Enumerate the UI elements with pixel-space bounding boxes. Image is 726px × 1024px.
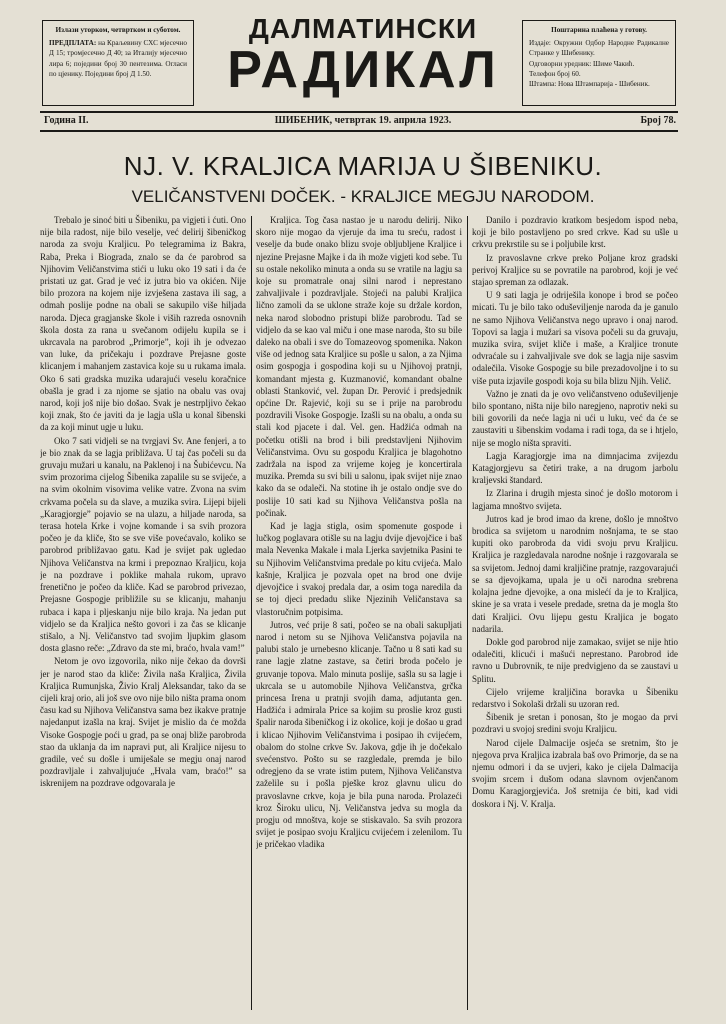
article-paragraph: Kad je lagja stigla, osim spomenute gospode i lučkog poglavara otišle su na lagju dvije djevojčice i baš mala Nevenka Makale i mala Ljerka savjetnika Pasini te su Njihovim Veličanstvima predale po kitu cvijeća. Malo kašnje, Kraljica je pozvala opet na brod one dvije djevojčice i svakoj predala dar, a osim toga naredila da se toj djeci predadu slike Njezinih Veličanstava sa vlastoručnim potpisima. (256, 521, 462, 617)
postage-note: Поштарина плаћена у готову. (551, 26, 647, 34)
subscription-text (49, 38, 187, 79)
article-paragraph: Dokle god parobrod nije zamakao, svijet se nije htio odalečiti, klicući i mašući neprestano. Parobrod ide ravno u Dubrovnik, te nije predvigjeno da se zaustavi u Splitu. (472, 636, 678, 684)
article-paragraph: Narod cijele Dalmacije osjeća se sretnim, što je njegova prva Kraljica izabrala baš ovo Primorje, da se na njemu odmori i da se uvjeri, kako je cijela Dalmacija svojim srcem i dušom odana slavnom ovjenčanom Domu Karagjorgjevića. Još sretnija će biti, kad vidi doskora i Nj. V. Kralja. (472, 737, 678, 809)
article-paragraph: Kraljica. Tog časa nastao je u narodu delirij. Niko skoro nije mogao da vjeruje da ima tu sreću, radost i veselje da bude onako blizu svoje obljubljene Kraljice i njezine Prejasne Majke i da ih može vigjeti kod sebe. Tu su ostale nekoliko minuta a onda su se vratile na lagju sa koje su promatrale onaj silni narod i neprestano zahvaljivale i pozdravljale. Stojeći na palubi Kraljica lično zamoli da se uklone straže koje su držale kordon, neka narod slobodno pristupi bliže parobrodu. Tad se vidjelo da se kao val miču i one mase naroda, što su bile daleko na obali i sve do Tomazeovog spomenika. Nakon više od jednog sata Kraljice su pošle u salon, a za Njima osim gospogja i gospodina koji su u Njihovoj pratnji, komandant mjesta g. Kuzmanović, komandant obalne oblasti Stanković, vel. župan Dr. Perović i predsjednik općine Dr. Rajević, koji su se i prije na parobrodu pozdravili Visoke Gospogje. Izašli su na obalu, a onda su stali kod pjacete i dal. Vel. gen. Hadžića odmah na početku otišli na brod i bili predstavljeni Njihovim Veličanstvima. Ovu su gospodu Kraljica je blagohotno zadržala na ispod za vrijeme kojeg je koncertirala muzika. Premda su svi bili u salonu, ipak svijet nije znao kako da se odaleči. Na stotine ih je ostalo ondje sve do poslije 10 sati kad su Njihova Veličanstva pošla na počinak. (256, 215, 462, 518)
editor-line: Одговорни уредник: Шиме Чакић. (529, 59, 635, 68)
article-paragraph: Šibenik je sretan i ponosan, što je mogao da prvi pozdravi u svojoj sredini svoju Kraljicu. (472, 712, 678, 735)
article-subheadline: VELIČANSTVENI DOČEK. - KRALJICE MEGJU NARODOM. (131, 187, 595, 206)
article-paragraph: Važno je znati da je ovo veličanstveno oduševiljenje bilo spontano, ništa nije bilo naregjeno, naprotiv neki su bili govorili da neće lagja ni ući u luku, već da će se zaustaviti u šibenskim vodama i radi toga, da se i htjelo, nije se moglo ništa spraviti. (472, 388, 678, 448)
article-paragraph: Jutros kad je brod imao da krene, došlo je mnoštvo brodica sa svijetom u narodnim nošnjama, te se stao kupiti oko parobroda da vidi svoju prvu Kraljicu. Kraljica je razgledavala narodne nošnje i razgovarala se sa svijetom. Jednoj dami kraljičine pratnje, razgovarajući se sa djevojkama, upala je u oči narodna srebrena kolajna jedne djevojke, a ona mislećí da je to Kraljica, skine je sa vrata i vesele predade, sretna da je mogla što dati Kraljici. Ovu lijepu gestu Kraljica je bogato nadarila. (472, 513, 678, 634)
article-paragraph: Oko 7 sati vidjeli se na tvrgjavi Sv. Ane fenjeri, a to je bio znak da se lagja približava. U taj čas počeli su da gruvaju mužari u kanalu, na Paklenoj i na Šubićevcu. Na svim prozorima cijelog Šibenika zapalile su se svijeće, a na svim okolnim visovima velike vatre. Zvona na svim crkvama počela su da slave, a muzika svira. Lijepi bijeli „Karagjorgje” pojavio se na ulazu, a hiljade naroda, sa terasa hotela Krke i vojne komande i sa svih prozora počeo je da kliče, što se sve više povećavalo, koliko se parobrod približavao gatu. Kad je svijet pak ugledao Njihova Veličanstva na krmi i prepoznao Kraljicu, koja je na pozdrave i poklike mahala rukom, upravo frenetično je počeo da kliče. Kad se parobrod privezao, Prejasne Gospogje približile su se klicanju, mahanju rubaca i kapa i pljeskanju nije bilo kraja. Na jedan put vidjelo se da Kraljica nešto govori i za čas se klicanje stišalo, a Nj. Veličanstvo tad svojim ljupkim glasom dosta glasno reče: „Zdravo da ste mi, braćo, hvala vam!” (40, 435, 246, 654)
article-column-1 (40, 214, 246, 1012)
article-paragraph: Cijelo vrijeme kraljičina boravka u Šibeniku redarstvo i Sokolaši držali su uzoran red. (472, 686, 678, 709)
place-date: ШИБЕНИК, четвртак 19. априла 1923. (274, 115, 452, 126)
publication-schedule: Излази уторком, четвртком и суботом. (55, 26, 181, 34)
article-headline: NJ. V. KRALJICA MARIJA U ŠIBENIKU. (123, 151, 603, 181)
masthead-title-top: ДАЛМАТИНСКИ (248, 13, 478, 44)
publisher-box (522, 20, 676, 106)
column-divider-2 (467, 216, 468, 1010)
masthead-title-main: РАДИКАЛ (227, 41, 499, 99)
article-paragraph: Iz pravoslavne crkve preko Poljane kroz gradski perivoj Kraljice su se povratile na parobrod, koji je već stajao spreman za odlazak. (472, 252, 678, 288)
article-paragraph: Lagja Karagjorgje ima na dimnjacima zvijezdu Katagjorgjevu sa četiri trake, a na drugom jarbolu kraljevski štandard. (472, 450, 678, 486)
subscription-prices: на Краљевину СХС мјесечно Д 15; тромјесечно Д 40; за Италију мјесечно лира 6; поједини број 30 пентезима. Огласи по цјенику. Поједини број Д 1.50. (49, 39, 188, 78)
dateline-top-rule (40, 111, 678, 113)
telephone-line: Телефон број 60. (529, 69, 581, 78)
volume-label: Година II. (44, 115, 89, 126)
article-paragraph: Danilo i pozdravio kratkom besjedom ispod neba, koji je bilo postavljeno po sred crkve. Kad su ušle u crkvu prekrstile su se i poljubile krst. (472, 215, 678, 250)
column-divider-1 (251, 216, 252, 1010)
article-column-3 (472, 214, 678, 1012)
issue-number: Број 78. (640, 115, 676, 126)
article-paragraph: Iz Zlarina i drugih mjesta sinoć je došlo motorom i lagjama mnoštvo svijeta. (472, 488, 678, 511)
printer-line: Штампа: Нова Штампарија - Шибеник. (529, 80, 650, 89)
subscription-box (42, 20, 194, 106)
article-column-2 (256, 214, 462, 1012)
article-paragraph: Jutros, već prije 8 sati, počeo se na obali sakupljati narod i netom su se Njihova Veličanstva pojavila na palubi stalo je urnebesno klicanje. Tačno u 8 sati kad su rane lagje zlatne zastave, sa četiri broda počelo je gruvanje topova. Malo minuta poslije, sašla su sa lagje i ukrcala se u automobile Njihova Veličanstva, grčka princesa Irena u pratnji svojih dama, adjutanta gen. Hadžića i admirala Price sa kojim su proslie kroz gusti špalir naroda šibeničkog i iz okolice, koji je došao u grad i klicao Njihovim Veličanstvima i posipao ih cvijećem, obalom do stolne crkve Sv. Jakova, gdje ih je dočekalo svećenstvo. Pošto su se razgledale, premda je bilo odregjeno da se vrate istim putem, Njihova Veličanstva zaželile su i pošla pješke kroz glavnu ulicu do pravoslavne crkve, koja je bila puna naroda. Prolazeći kroz Široku ulicu, Nj. Veličanstva jedva su mogla da progju od mnoštva, koje se stiskavalo. Sa svih prozora svijet je posipao svoju Kraljicu cvijećem i zelenilom. Tu je pričekao vladika (256, 619, 462, 850)
article-paragraph: Netom je ovo izgovorila, niko nije čekao da dovrši jer je narod stao da kliče: Živila naša Kraljica, Živila Kraljica Rumunjska, Živio Kralj Aleksandar, tako da se cijeli kraj orio, ali još sve ovo nije bilo ništa prama onom času kad su Njihova Veličanstva sama bez ikakve pratnje najedanput izašla na kraj. Svijet je mislio da će možda Visoke Gospogje poći u grad, pa se onaj bliže parobroda stao da uklanja da im napravi put, ali Kraljice nijesu to gradile, već su došle i umiješale se megju onaj narod pozdravljale i zahvaljujuće „Hvala vam, braćo!” sa iskrenijem na pozdrave odgovarala je (40, 656, 246, 789)
dateline-bottom-rule (40, 130, 678, 132)
article-paragraph: Trebalo je sinoć biti u Šibeniku, pa vigjeti i ćuti. Ono nije bila radost, nije bilo veselje, već delirij šibeničkog naroda za svoju Kraljicu. Po telegramima iz Bakra, Raba, Preka i Biograda, znalo se da će parobrod sa Njihovim Veličanstvima stići u luku oko 19 sati i da će pristati uz gat. Grad je već iz jutra bio va okićen. Nije bilo prozora na kojem nije izvješena zastava ili sag, a odmah poslije podne na obali se sakupilo više hiljada naroda. Djeca gragjanske škole i viših razreda osnovnih škola dosta za rana u svečanom odijelu kupila se i ukrcavala na parobrod „Primorje”, koji ih je odvezao van luke, da pričekaju i pozdrave Prejasne goste klicanjem i mahanjem zastavica koje su u rukama imala. Oko 6 sati gradska muzika udarajući veselu koračnice obašla je grad i za njome se sjatio na obalu vas ovaj narod, koji još nije bio došao. Svak je nestrpljivo čekao koji znak, što će javiti da je lagja ušla u konal šibenski da za koji minut ugje u luku. (40, 215, 246, 433)
article-paragraph: U 9 sati lagja je odriješila konope i brod se počeo micati. Tu je bilo tako oduševiljenje naroda da je ganulo ne samo Njihova Veličanstva nego upravo i onaj narod. Topovi sa lagja i mužari sa visova počeli su da gruvaju, muzika svira, svijet kliče i maše, a Kraljice tronute odvraćale su i zahvaljivale sve dok se lagja nije sasvim odalečila. Visoke Gospogje su bile prezadovoljne i to su više puta izjavile gospodi koja su bila blizu Njih. Velič. (472, 290, 678, 386)
subscription-label: ПРЕДПЛАТА: (49, 39, 97, 48)
publisher-line: Издаје: Окружни Одбор Народне Радикалне Странке у Шибенику. (529, 39, 669, 58)
